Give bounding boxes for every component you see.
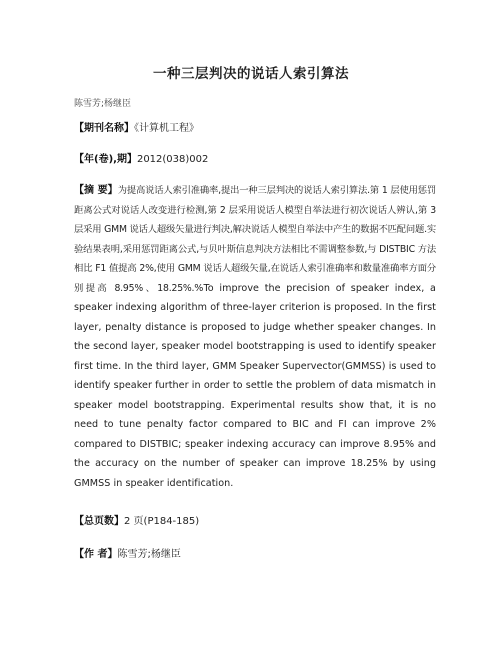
document-title: 一种三层判决的说话人索引算法 (153, 66, 349, 82)
journal-value: 《计算机工程》 (134, 123, 199, 134)
year-issue-label: 【年(卷),期】 (74, 154, 137, 165)
year-issue-value: 2012(038)002 (136, 154, 209, 165)
author-byline: 陈雪芳;杨继臣 (74, 99, 132, 109)
abstract-english-text: %To improve the precision of speaker index, a speaker indexing algorithm of three-layer criterion is proposed. In the first layer, penalty distance is proposed to judge whether speaker changes. In the second layer, speaker model bootstrapping is used to identify speaker first time. In the third layer, GMM Speaker Supervector(GMMSS) is used to identify speaker further in order to settle the problem of data mismatch in speaker model bootstrapping. Experimental results show that, it is no need to tune penalty factor compared to BIC and FI can improve 2% compared to DISTBIC; speaker indexing accuracy can improve 8.95% and the accuracy on the number of speaker can improve 18.25% by using GMMSS in speaker identification. (74, 282, 436, 489)
page-count-value: 2 页(P184-185) (124, 516, 200, 527)
journal-label: 【期刊名称】 (74, 123, 134, 134)
year-issue-field (74, 150, 436, 170)
page-count-label: 【总页数】 (74, 516, 124, 527)
authors-label: 【作 者】 (74, 549, 118, 560)
abstract-field (74, 181, 436, 493)
authors-field (74, 545, 436, 565)
journal-field (74, 119, 436, 139)
page-count-field (74, 512, 436, 532)
authors-value: 陈雪芳;杨继臣 (117, 549, 181, 560)
abstract-chinese-text: 为提高说话人索引准确率,提出一种三层判决的说话人索引算法.第 1 层使用惩罚距离公式对说话人改变进行检测,第 2 层采用说话人模型自举法进行初次说话人辨认,第 3 层采用 GMM 说话人超级矢量进行判决,解决说话人模型自举法中产生的数据不匹配问题.实验结果表明,采用惩罚距离公式,与贝叶斯信息判决方法相比不需调整参数,与 DISTBIC 方法相比 F1 值提高 2%,使用 GMM 说话人超级矢量,在说话人索引准确率和数量准确率方面分别提高 8.95%、18.25%. (74, 185, 437, 294)
abstract-label: 【摘 要】 (74, 185, 118, 196)
